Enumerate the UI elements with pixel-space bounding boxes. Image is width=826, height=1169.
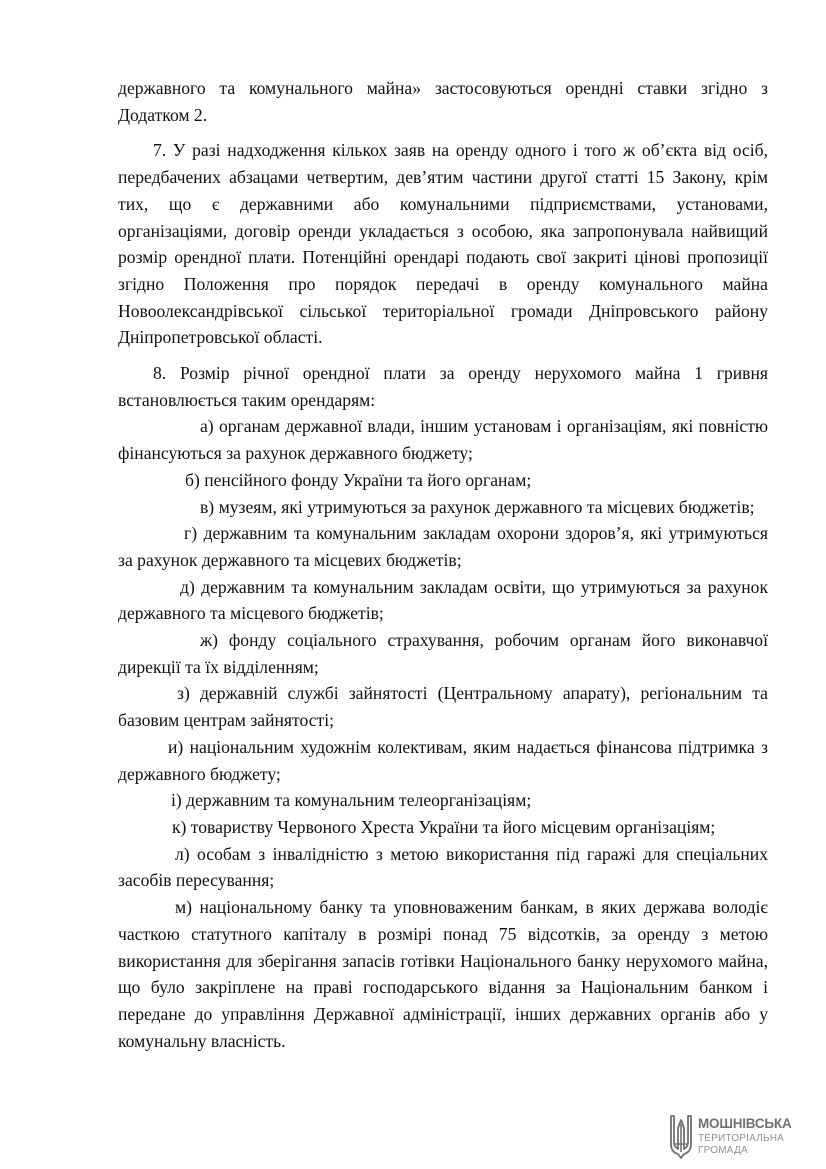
document-body <box>118 75 768 1054</box>
list-item-a: а) органам державної влади, іншим установам і організаціям, які повністю фінансуються за рахунок державного бюджету; <box>118 416 768 464</box>
list-item-l: л) особам з інвалідністю з метою використання під гаражі для спеціальних засобів пересування; <box>118 843 768 891</box>
paragraph-8: 8. Розмір річної орендної плати за оренду нерухомого майна 1 гривня встановлюється таким орендарям: <box>118 363 768 410</box>
list-item-zh: ж) фонду соціального страхування, робочим органам його виконавчої дирекції та їх відділенням; <box>118 630 768 677</box>
paragraph-7: 7. У разі надходження кількох заяв на оренду одного і того ж об’єкта від осіб, передбачених абзацами четвертим, дев’ятим частини другої статті 15 Закону, крім тих, що є державними або комунальними підприємствами, установами, організаціями, договір оренди укладається з особою, яка запропонувала найвищий розмір орендної плати. Потенційні орендарі подають свої закриті цінові пропозиції згідно Положення про порядок передачі в оренду комунального майна Новоолександрівської сільської територіальної громади Дніпровського району Дніпропетровської області. <box>118 140 768 348</box>
list-item-z: з) державній службі зайнятості (Центральному апарату), регіональним та базовим центрам зайнятості; <box>118 683 768 731</box>
list-item-g: г) державним та комунальним закладам охорони здоров’я, які утримуються за рахунок державного та місцевих бюджетів; <box>118 523 768 570</box>
list-item-v: в) музеям, які утримуються за рахунок державного та місцевих бюджетів; <box>200 496 755 517</box>
trident-icon <box>668 1114 694 1160</box>
logo-subtitle-2: ГРОМАДА <box>698 1145 748 1156</box>
list-item-y: и) національним художнім колективам, яким надається фінансова підтримка з державного бюджету; <box>118 736 768 784</box>
paragraph-continuation: державного та комунального майна» застосовуються орендні ставки згідно з Додатком 2. <box>118 78 768 125</box>
list-item-k: к) товариству Червоного Хреста України та його місцевим організаціям; <box>172 816 716 837</box>
list-item-d: д) державним та комунальним закладам освіти, що утримуються за рахунок державного та місцевого бюджетів; <box>118 576 768 624</box>
list-item-i: і) державним та комунальним телеорганізаціям; <box>171 790 532 811</box>
logo-subtitle-1: ТЕРИТОРІАЛЬНА <box>698 1133 785 1144</box>
logo-title: МОШНІВСЬКА <box>698 1116 792 1131</box>
list-item-b: б) пенсійного фонду України та його органам; <box>185 469 532 490</box>
list-item-m: м) національному банку та уповноваженим банкам, в яких держава володіє часткою статутного капіталу в розмірі понад 75 відсотків, за оренду з метою використання для зберігання запасів готівки Національного банку нерухомого майна, що було закріплене на праві господарського відання за Національним банком і передане до управління Державної адміністрації, інших державних органів або у комунальну власність. <box>118 897 768 1051</box>
community-watermark-logo <box>668 1114 792 1162</box>
